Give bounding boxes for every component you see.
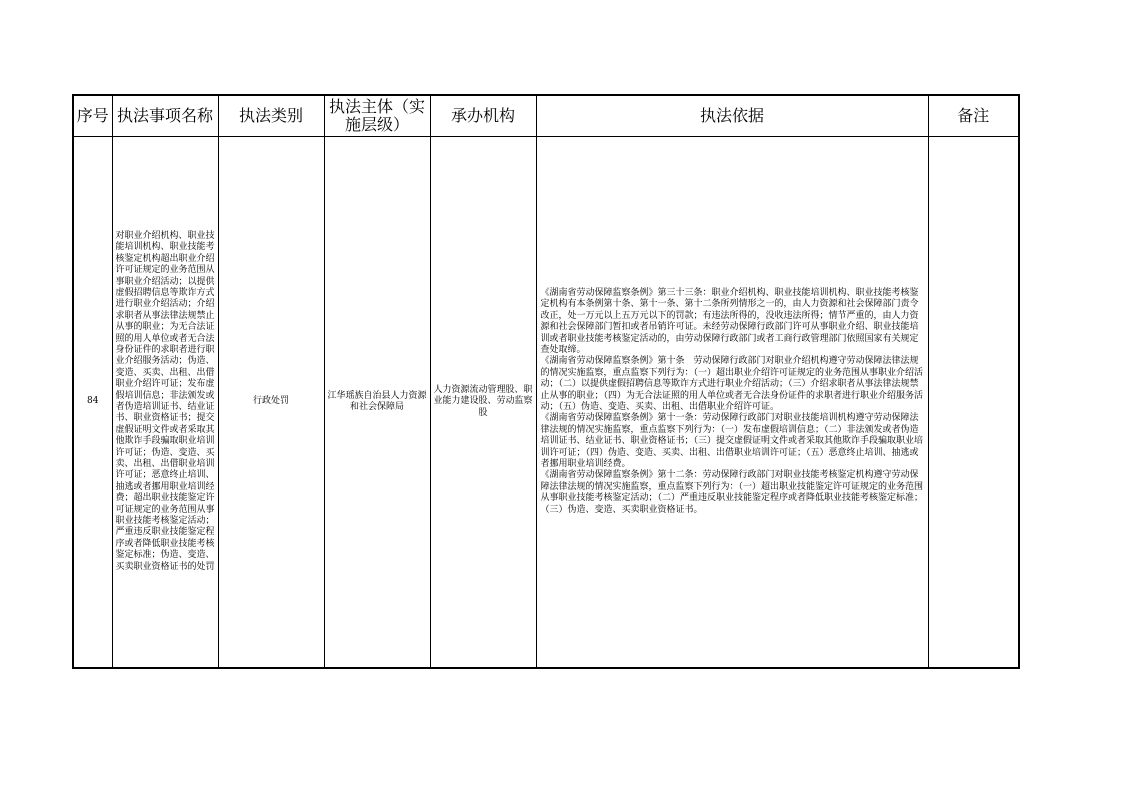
- cell-basis: [536, 137, 928, 669]
- header-category: 执法类别: [218, 95, 324, 137]
- header-handler: 承办机构: [430, 95, 536, 137]
- cell-remark: [928, 137, 1019, 669]
- cell-subject: 江华瑶族自治县人力资源和社会保障局: [324, 137, 430, 669]
- header-basis: 执法依据: [536, 95, 928, 137]
- cell-seq: 84: [73, 137, 112, 669]
- basis-paragraph-12: 《湖南省劳动保障监察条例》第十二条：劳动保障行政部门对职业技能考核鉴定机构遵守劳动保障法律法规的情况实施监察，重点监察下列行为：（一）超出职业技能鉴定许可证规定的业务范围从事职业技能考核鉴定活动；（二）严重违反职业技能鉴定程序或者降低职业技能考核鉴定标准；（三）伪造、变造、买卖职业资格证书。: [540, 470, 924, 515]
- header-remark: 备注: [928, 95, 1019, 137]
- header-row: [73, 95, 1019, 137]
- cell-category: 行政处罚: [218, 137, 324, 669]
- cell-handler: 人力资源流动管理股、职业能力建设股、劳动监察股: [430, 137, 536, 669]
- basis-paragraph-11: 《湖南省劳动保障监察条例》第十一条：劳动保障行政部门对职业技能培训机构遵守劳动保障法律法规的情况实施监察，重点监察下列行为：（一）发布虚假培训信息；（二）非法颁发或者伪造培训证书、结业证书、职业资格证书；（三）提交虚假证明文件或者采取其他欺诈手段骗取职业培训许可证；（四）伪造、变造、买卖、出租、出借职业培训许可证；（五）恶意终止培训、抽逃或者挪用职业培训经费。: [540, 413, 924, 470]
- basis-paragraph-33: 《湖南省劳动保障监察条例》第三十三条：职业介绍机构、职业技能培训机构、职业技能考核鉴定机构有本条例第十条、第十一条、第十二条所列情形之一的，由人力资源和社会保障部门责令改正，处一万元以上五万元以下的罚款；有违法所得的，没收违法所得；情节严重的，由人力资源和社会保障部门暂扣或者吊销许可证。未经劳动保障行政部门许可从事职业介绍、职业技能培训或者职业技能考核鉴定活动的，由劳动保障行政部门或者工商行政管理部门依照国家有关规定查处取缔。: [540, 287, 919, 355]
- header-item-name: 执法事项名称: [112, 95, 218, 137]
- header-subject: 执法主体（实施层级）: [324, 95, 430, 137]
- basis-paragraph-10: 《湖南省劳动保障监察条例》第十条 劳动保障行政部门对职业介绍机构遵守劳动保障法律法规的情况实施监察，重点监察下列行为：（一）超出职业介绍许可证规定的业务范围从事职业介绍活动；（二）以提供虚假招聘信息等欺诈方式进行职业介绍活动；（三）介绍求职者从事法律法规禁止从事的职业；（四）为无合法证照的用人单位或者无合法身份证件的求职者进行职业介绍服务活动；（五）伪造、变造、买卖、出租、出借职业介绍许可证。: [540, 356, 924, 412]
- header-seq: 序号: [73, 95, 112, 137]
- cell-item-name: 对职业介绍机构、职业技能培训机构、职业技能考核鉴定机构超出职业介绍许可证规定的业务范围从事职业介绍活动；以提供虚假招聘信息等欺诈方式进行职业介绍活动；介绍求职者从事法律法规禁止从事的职业；为无合法证照的用人单位或者无合法身份证件的求职者进行职业介绍服务活动；伪造、变造、买卖、出租、出借职业介绍许可证；发布虚假培训信息；非法颁发或者伪造培训证书、结业证书、职业资格证书；提交虚假证明文件或者采取其他欺诈手段骗取职业培训许可证；伪造、变造、买卖、出租、出借职业培训许可证；恶意终止培训、抽逃或者挪用职业培训经费；超出职业技能鉴定许可证规定的业务范围从事职业技能考核鉴定活动；严重违反职业技能鉴定程序或者降低职业技能考核鉴定标准；伪造、变造、买卖职业资格证书的处罚: [112, 137, 218, 669]
- enforcement-table: [72, 94, 1020, 669]
- table-row: [73, 137, 1019, 669]
